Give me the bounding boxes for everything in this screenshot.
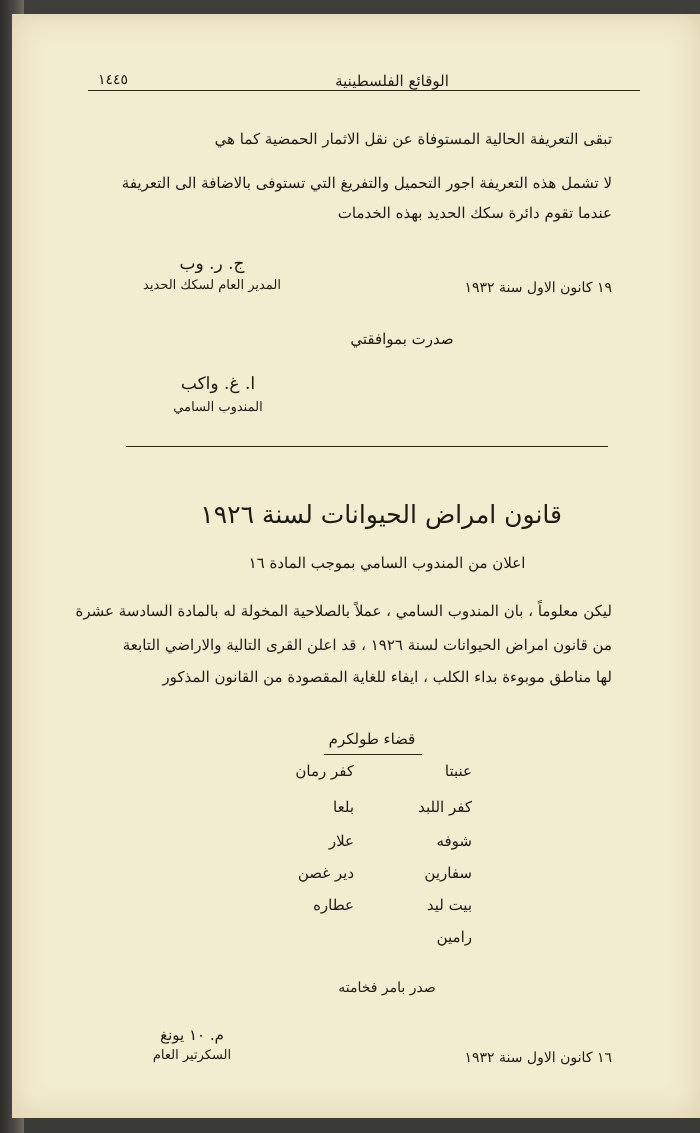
law-title: قانون امراض الحيوانات لسنة ١٩٢٦ bbox=[200, 500, 562, 529]
signatory-title: المدير العام لسكك الحديد bbox=[143, 278, 281, 293]
tariff-line: عندما تقوم دائرة سكك الحديد بهذه الخدمات bbox=[337, 204, 612, 222]
district-title-underline bbox=[324, 754, 422, 755]
law-subtitle: اعلان من المندوب السامي بموجب المادة ١٦ bbox=[248, 554, 526, 572]
closing-date: ١٦ كانون الاول سنة ١٩٣٢ bbox=[464, 1050, 612, 1066]
village-name: عنبتا bbox=[444, 762, 472, 780]
declaration-line: لها مناطق موبوءة بداء الكلب ، ايفاء للغاية المقصودة من القانون المذكور bbox=[162, 668, 612, 686]
secretary-name: م. ١٠ يونغ bbox=[160, 1026, 224, 1044]
village-name: كفر اللبد bbox=[418, 798, 472, 816]
document-page bbox=[12, 14, 700, 1118]
tariff-line: لا تشمل هذه التعريفة اجور التحميل والتفريغ التي تستوفى بالاضافة الى التعريفة bbox=[121, 174, 612, 192]
by-order-text: صدر بامر فخامته bbox=[338, 980, 436, 996]
village-name: بيت ليد bbox=[426, 896, 472, 914]
secretary-title: السكرتير العام bbox=[152, 1048, 232, 1063]
book-top-edge bbox=[0, 0, 700, 14]
approval-text: صدرت بموافقتي bbox=[350, 330, 454, 348]
approver-title: المندوب السامي bbox=[173, 400, 263, 415]
village-name: عطاره bbox=[313, 896, 354, 914]
approver-name: ا. غ. واكب bbox=[180, 374, 256, 394]
declaration-line: من قانون امراض الحيوانات لسنة ١٩٢٦ ، قد اعلن القرى التالية والاراضي التابعة bbox=[122, 636, 612, 654]
village-name: رامين bbox=[436, 928, 472, 946]
village-name: علار bbox=[328, 832, 354, 850]
section-divider bbox=[126, 446, 608, 447]
header-rule bbox=[88, 90, 640, 91]
village-name: دير غصن bbox=[297, 864, 354, 882]
village-name: سفارين bbox=[424, 864, 472, 882]
village-name: شوفه bbox=[436, 832, 472, 850]
tariff-line: تبقى التعريفة الحالية المستوفاة عن نقل الاثمار الحمضية كما هي bbox=[214, 130, 612, 148]
page-header-title: الوقائع الفلسطينية bbox=[335, 72, 449, 90]
page-number: ١٤٤٥ bbox=[98, 72, 129, 88]
signatory-name: ج. ر. وب bbox=[179, 254, 245, 274]
district-title: قضاء طولكرم bbox=[328, 730, 416, 748]
village-name: بلعا bbox=[333, 798, 354, 816]
village-name: كفر رمان bbox=[295, 762, 354, 780]
declaration-line: ليكن معلوماً ، بان المندوب السامي ، عملاً بالصلاحية المخولة له بالمادة السادسة عشرة bbox=[75, 602, 612, 620]
issue-date: ١٩ كانون الاول سنة ١٩٣٢ bbox=[464, 280, 612, 296]
